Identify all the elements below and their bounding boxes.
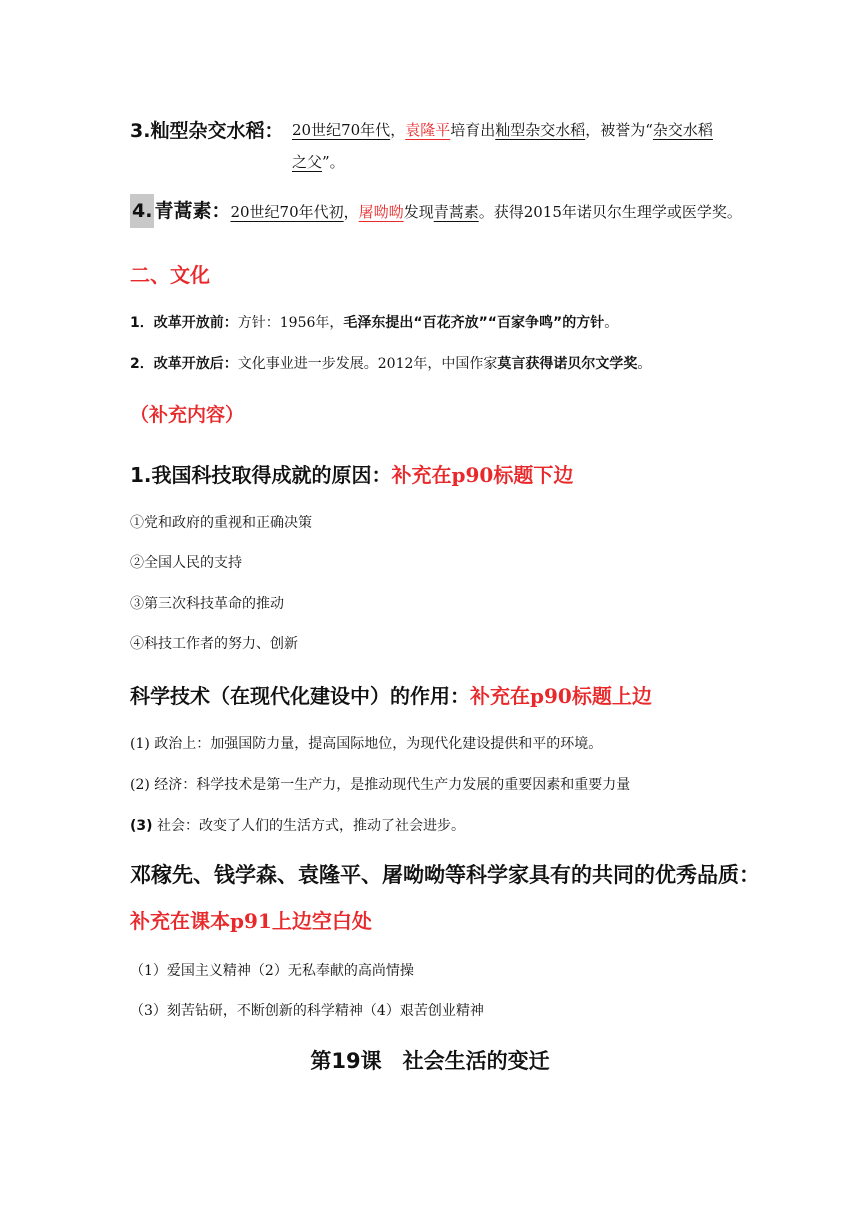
- reason-item: ③第三次科技革命的推动: [130, 596, 284, 612]
- role-text: 政治上：加强国防力量，提高国际地位，为现代化建设提供和平的环境。: [154, 736, 603, 752]
- item-3-end: ”。: [322, 153, 345, 171]
- culture-line-1-text: 方针：1956年，: [237, 315, 344, 331]
- reason-item: ①党和政府的重视和正确决策: [130, 515, 312, 531]
- role-number: (3): [130, 818, 153, 834]
- lesson-title: 第19课 社会生活的变迁: [310, 1049, 550, 1073]
- role-text: 经济：科学技术是第一生产力，是推动现代生产力发展的重要因素和重要力量: [154, 777, 631, 793]
- role-title: 科学技术（在现代化建设中）的作用：: [130, 684, 470, 708]
- culture-line-2-text: 文化事业进一步发展。2012年，中国作家: [237, 356, 498, 372]
- item-4-label: 青蒿素：: [154, 200, 231, 222]
- reason-item: ④科技工作者的努力、创新: [130, 636, 298, 652]
- item-4-line: [130, 196, 742, 223]
- item-4-award: 。获得2015年诺贝尔生理学或医学奖。: [478, 203, 742, 221]
- item-4-achievement: 青蒿素: [433, 203, 479, 221]
- culture-line-1-label: 1．改革开放前：: [130, 315, 238, 331]
- culture-line-2-end: 。: [637, 356, 652, 372]
- culture-line-1-policy: 毛泽东提出“百花齐放”“百家争鸣”的方针: [343, 315, 605, 331]
- culture-line-1-end: 。: [604, 315, 619, 331]
- culture-line-2: [130, 353, 651, 373]
- role-item: [130, 815, 465, 835]
- reason-note: 补充在p90标题下边: [391, 463, 574, 487]
- item-4-era: 20世纪70年代初: [230, 203, 344, 221]
- item-3-praise: ，被誉为“: [585, 121, 653, 139]
- role-number: (1): [130, 736, 150, 752]
- item-3-text: [292, 119, 713, 140]
- item-3-verb: 培育出: [450, 121, 496, 139]
- item-3-title-a: 杂交水稻: [652, 121, 713, 139]
- item-4-verb: 发现: [403, 203, 434, 221]
- role-item: [130, 774, 630, 794]
- quality-line: （1）爱国主义精神（2）无私奉献的高尚情操: [130, 963, 414, 979]
- reason-item: ②全国人民的支持: [130, 555, 242, 571]
- culture-line-1: [130, 312, 618, 332]
- quality-note: 补充在课本p91上边空白处: [130, 909, 372, 933]
- item-4-comma: ，: [343, 203, 359, 221]
- role-text: 社会：改变了人们的生活方式，推动了社会进步。: [157, 818, 465, 834]
- reason-heading: [130, 459, 573, 488]
- item-3-label: 3.籼型杂交水稻：: [130, 120, 284, 142]
- culture-line-2-award: 莫言获得诺贝尔文学奖: [497, 356, 638, 372]
- quality-line: （3）刻苦钻研，不断创新的科学精神（4）艰苦创业精神: [130, 1003, 484, 1019]
- item-3-era: 20世纪70年代: [292, 121, 391, 139]
- supplement-heading: （补充内容）: [130, 404, 245, 426]
- quality-title: 邓稼先、钱学森、袁隆平、屠呦呦等科学家具有的共同的优秀品质：: [130, 863, 760, 887]
- item-3-achievement: 籼型杂交水稻: [495, 121, 586, 139]
- item-4-number: 4.: [130, 194, 154, 228]
- item-3-title-b: 之父: [292, 153, 323, 171]
- item-3-comma: ，: [390, 121, 406, 139]
- role-note: 补充在p90标题上边: [470, 684, 652, 708]
- role-heading: [130, 680, 652, 709]
- role-number: (2): [130, 777, 150, 793]
- reason-title: 1.我国科技取得成就的原因：: [130, 463, 392, 487]
- item-4-person: 屠呦呦: [358, 203, 404, 221]
- culture-line-2-label: 2．改革开放后：: [130, 356, 238, 372]
- item-3-line: [130, 116, 283, 143]
- culture-heading: 二、文化: [130, 263, 210, 287]
- role-item: [130, 733, 602, 753]
- item-3-text-cont: [292, 151, 345, 172]
- item-3-person: 袁隆平: [405, 121, 451, 139]
